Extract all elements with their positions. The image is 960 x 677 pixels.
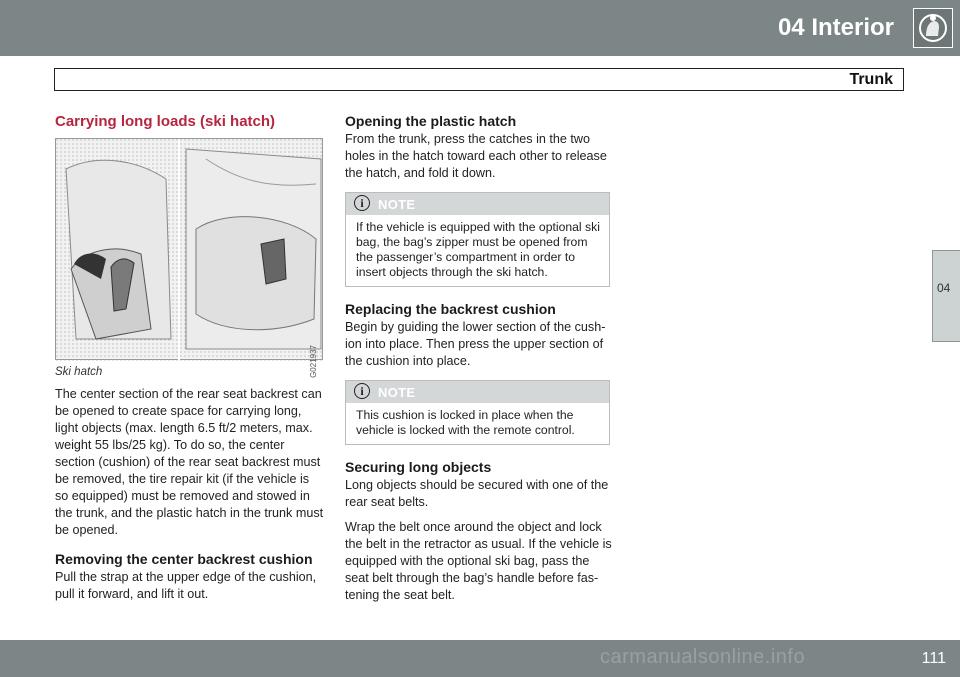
note-label: NOTE (378, 385, 416, 400)
intro-paragraph: The center section of the rear seat backrest can be opened to create space for carrying long, light objects (max. length 6.5 ft/2 meters, max. weight 55 lbs/25 kg). To do so, the center section (cushion) of the rear seat backrest must be removed, the tire repair kit (if the vehicle is so equipped) must be removed and stowed in the trunk, and the plastic hatch in the trunk must be opened. (55, 387, 324, 537)
note-label: NOTE (378, 197, 416, 212)
section-title: Trunk (849, 71, 893, 88)
page-title: Carrying long loads (ski hatch) (55, 113, 276, 130)
chapter-title: 04 Interior (777, 14, 894, 41)
securing-paragraph: Long objects should be secured with one of the rear seat belts. (345, 478, 609, 509)
note-text: This cushion is locked in place when the vehicle is locked with the remote control. (356, 408, 575, 437)
opening-paragraph: From the trunk, press the catches in the two holes in the hatch toward each other to release the hatch, and fold it down. (345, 132, 607, 180)
removing-paragraph: Pull the strap at the upper edge of the cushion, pull it forward, and lift it out. (55, 570, 317, 601)
note-header (346, 193, 609, 215)
left-column (55, 113, 325, 611)
page-number: 111 (921, 650, 946, 667)
watermark: carmanualsonline.info (600, 646, 806, 668)
info-icon: i (354, 195, 370, 211)
replacing-heading: Replacing the backrest cushion (345, 301, 556, 317)
info-icon: i (354, 383, 370, 399)
note-box (345, 380, 610, 445)
figure-caption: Ski hatch (55, 366, 103, 378)
ski-hatch-drawing (56, 139, 324, 361)
header-bar (0, 0, 960, 56)
chapter-tab-label: 04 (937, 281, 951, 295)
footer-bar (0, 640, 960, 677)
note-box (345, 192, 610, 287)
section-header (54, 68, 904, 91)
note-text: If the vehicle is equipped with the optional ski bag, the bag’s zipper must be opened from the passenger’s compartment in order to insert objects through the ski hatch. (356, 220, 600, 279)
opening-heading: Opening the plastic hatch (345, 113, 517, 129)
note-header (346, 381, 609, 403)
removing-heading: Removing the center backrest cushion (55, 551, 313, 567)
securing-heading: Securing long objects (345, 459, 492, 475)
seat-occupant-icon (913, 8, 953, 48)
replacing-paragraph: Begin by guiding the lower section of the cush-ion into place. Then press the upper section of the cushion into place. (345, 320, 606, 368)
securing-paragraph: Wrap the belt once around the object and lock the belt in the retractor as usual. If the vehicle is equipped with the optional ski bag, pass the seat belt through the bag’s handle before fas-tening the seat belt. (345, 520, 612, 602)
figure-divider (178, 139, 180, 361)
right-column (345, 113, 615, 612)
figure-code: G021937 (309, 345, 318, 378)
chapter-tab (932, 250, 960, 342)
